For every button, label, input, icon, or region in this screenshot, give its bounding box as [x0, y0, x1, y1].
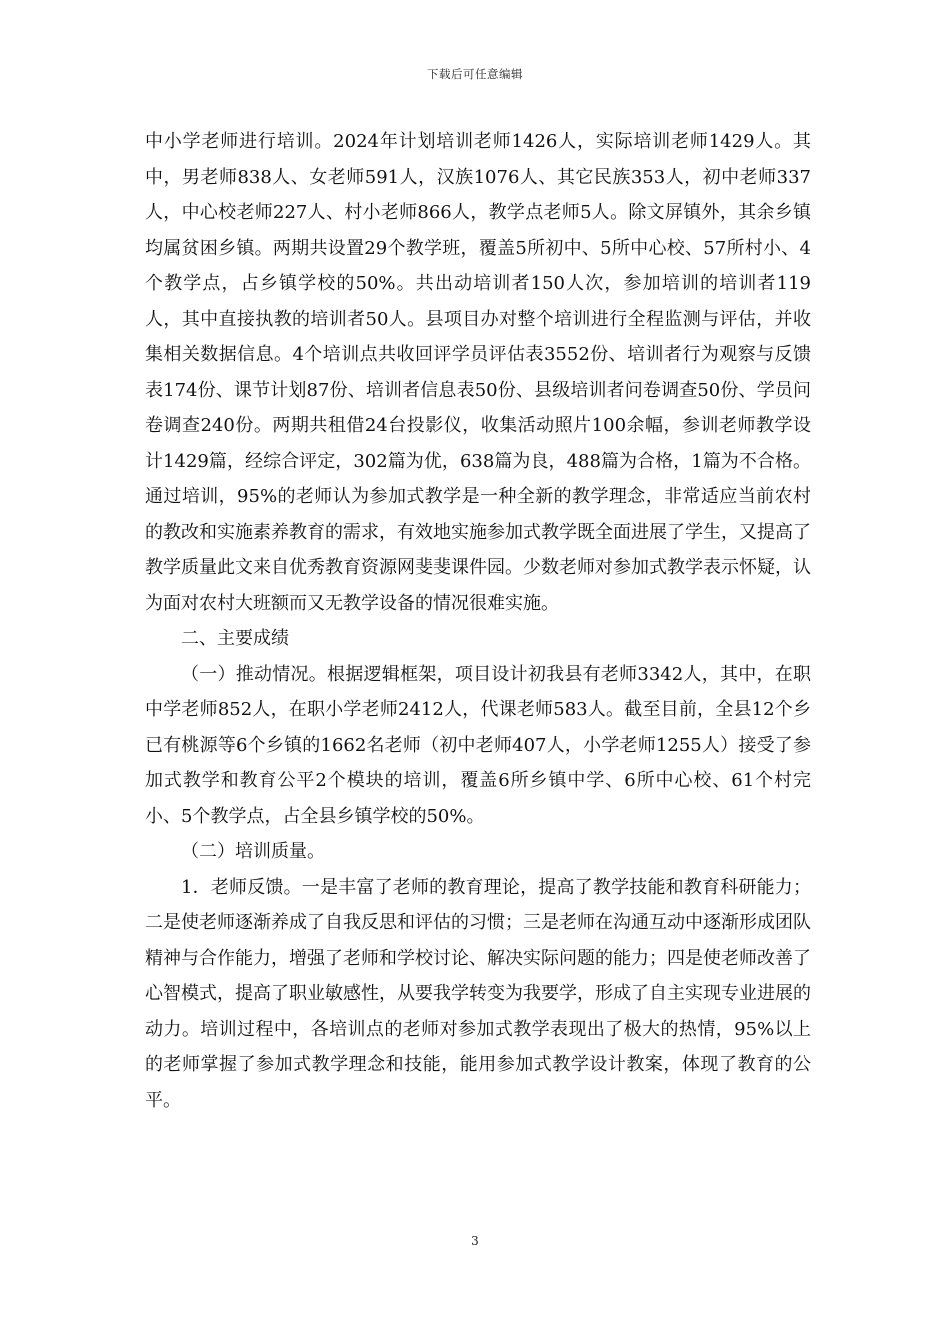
paragraph-training-stats: 中小学老师进行培训。2024年计划培训老师1426人，实际培训老师1429人。其中，男老师838人、女老师591人，汉族1076人、其它民族353人，初中老师337人，中心校老师227人、村小老师866人，教学点老师5人。除文屏镇外，其余乡镇均属贫困乡镇。两期共设置29个教学班，覆盖5所初中、5所中心校、57所村小、4个教学点，占乡镇学校的50%。共出动培训者150人次，参加培训的培训者119人，其中直接执教的培训者50人。县项目办对整个培训进行全程监测与评估，并收集相关数据信息。4个培训点共收回评学员评估表3552份、培训者行为观察与反馈表174份、课节计划87份、培训者信息表50份、县级培训者问卷调查50份、学员问卷调查240份。两期共租借24台投影仪，收集活动照片100余幅，参训老师教学设计1429篇，经综合评定，302篇为优，638篇为良，488篇为合格，1篇为不合格。通过培训，95%的老师认为参加式教学是一种全新的教学理念，非常适应当前农村的教改和实施素养教育的需求，有效地实施参加式教学既全面进展了学生，又提高了教学质量此文来自优秀教育资源网斐斐课件园。少数老师对参加式教学表示怀疑，认为面对农村大班额而又无教学设备的情况很难实施。 [145, 131, 811, 614]
page-header: 下载后可任意编辑 [427, 67, 523, 81]
section-heading-main-achievements: 二、主要成绩 [181, 628, 289, 649]
page-number: 3 [471, 1234, 479, 1248]
paragraph-progress-status: （一）推动情况。根据逻辑框架，项目设计初我县有老师3342人，其中，在职中学老师852人，在职小学老师2412人，代课老师583人。截至目前，全县12个乡已有桃源等6个乡镇的1662名老师（初中老师407人，小学老师1255人）接受了参加式教学和教育公平2个模块的培训，覆盖6所乡镇中学、6所中心校、61个村完小、5个教学点，占全县乡镇学校的50%。 [145, 663, 811, 827]
paragraph-teacher-feedback: 1．老师反馈。一是丰富了老师的教育理论，提高了教学技能和教育科研能力；二是使老师逐渐养成了自我反思和评估的习惯；三是老师在沟通互动中逐渐形成团队精神与合作能力，增强了老师和学校讨论、解决实际问题的能力；四是使老师改善了心智模式，提高了职业敏感性，从要我学转变为我要学，形成了自主实现专业进展的动力。培训过程中，各培训点的老师对参加式教学表现出了极大的热情，95%以上的老师掌握了参加式教学理念和技能，能用参加式教学设计教案，体现了教育的公平。 [145, 876, 811, 1111]
document-body [145, 124, 811, 1118]
subheading-training-quality: （二）培训质量。 [181, 841, 325, 862]
